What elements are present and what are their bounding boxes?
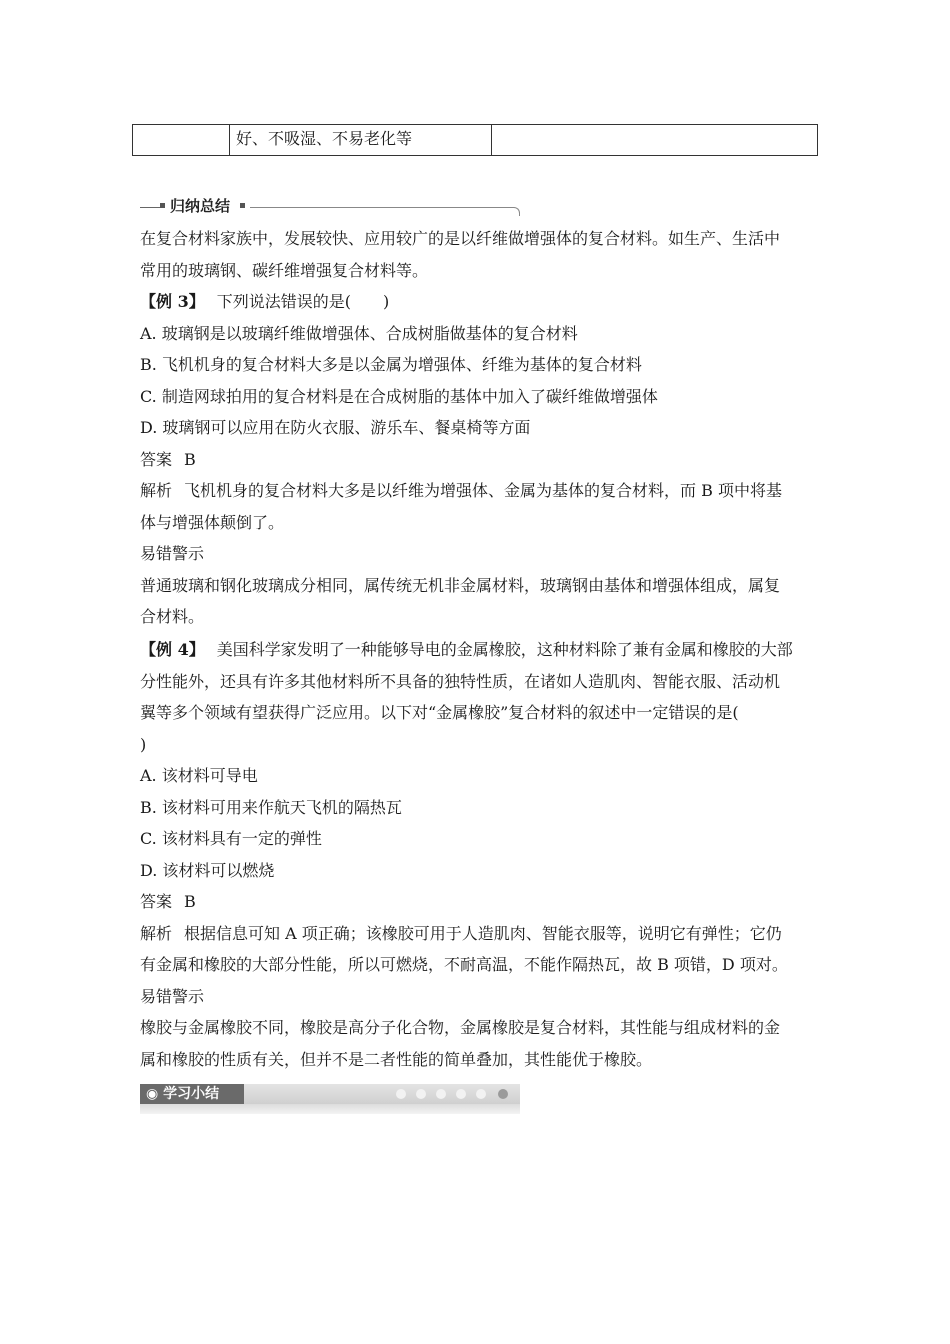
analysis-line [140,918,812,950]
answer-line [140,886,812,918]
question-line [140,634,812,666]
example-label: 【例 3】 [140,292,205,311]
divider [250,207,520,216]
question-text: 下列说法错误的是( ) [216,292,390,311]
answer-value: B [184,892,196,911]
square-bullet-icon [240,203,245,208]
option-b: B. 该材料可用来作航天飞机的隔热瓦 [140,797,402,817]
table-cell [492,125,817,155]
dot-icon [498,1089,508,1099]
warning-line: 合材料。 [140,607,205,626]
example-4 [140,634,812,1075]
summary-title: 归纳总结 [170,197,231,215]
question-line: 翼等多个领域有望获得广泛应用。以下对“金属橡胶”复合材料的叙述中一定错误的是( [140,703,739,722]
analysis-line: 体与增强体颠倒了。 [140,512,285,532]
question-text: 美国科学家发明了一种能够导电的金属橡胶，这种材料除了兼有金属和橡胶的大部 [216,640,793,659]
table-fragment [132,124,818,156]
question-line: ) [140,734,147,754]
analysis-label: 解析 [140,481,173,500]
dot-icon [476,1089,486,1099]
example-3 [140,286,812,633]
question-line: 分性能外，还具有许多其他材料所不具备的独特性质，在诸如人造肌肉、智能衣服、活动机 [140,671,781,691]
option-b: B. 飞机机身的复合材料大多是以金属为增强体、纤维为基体的复合材料 [140,355,642,374]
summary-header [140,196,520,218]
dot-icon [436,1089,446,1099]
warning-line: 橡胶与金属橡胶不同，橡胶是高分子化合物，金属橡胶是复合材料，其性能与组成材料的金 [140,1018,781,1037]
answer-value: B [184,449,196,469]
warning-title: 易错警示 [140,544,205,563]
analysis-text: 飞机机身的复合材料大多是以纤维为增强体、金属为基体的复合材料，而 B 项中将基 [184,481,782,500]
option-c: C. 制造网球拍用的复合材料是在合成树脂的基体中加入了碳纤维做增强体 [140,386,658,406]
analysis-line [140,475,812,507]
dot-icon [456,1089,466,1099]
study-summary-label: ◉ 学习小结 [140,1084,244,1104]
analysis-text: 根据信息可知 A 项正确；该橡胶可用于人造肌肉、智能衣服等，说明它有弹性；它仍 [184,923,782,943]
option-c: C. 该材料具有一定的弹性 [140,829,322,848]
warning-line: 普通玻璃和钢化玻璃成分相同，属传统无机非金属材料，玻璃钢由基体和增强体组成，属复 [140,575,781,595]
summary-text [140,223,812,286]
divider [140,207,160,208]
square-bullet-icon [160,203,165,208]
study-summary-banner [140,1084,520,1112]
option-d: D. 该材料可以燃烧 [140,860,275,880]
answer-line [140,444,812,476]
banner-shadow [140,1104,520,1114]
option-a: A. 玻璃钢是以玻璃纤维做增强体、合成树脂做基体的复合材料 [140,323,578,343]
example-label: 【例 4】 [140,640,205,659]
analysis-label: 解析 [140,923,173,943]
question-line [140,286,812,318]
table-cell [133,125,230,155]
answer-label: 答案 [140,449,173,469]
option-a: A. 该材料可导电 [140,766,258,785]
option-d: D. 玻璃钢可以应用在防火衣服、游乐车、餐桌椅等方面 [140,418,531,437]
paragraph-line: 常用的玻璃钢、碳纤维增强复合材料等。 [140,260,429,280]
table-cell: 好、不吸湿、不易老化等 [230,125,492,155]
warning-line: 属和橡胶的性质有关，但并不是二者性能的简单叠加，其性能优于橡胶。 [140,1049,653,1069]
analysis-line: 有金属和橡胶的大部分性能，所以可燃烧，不耐高温，不能作隔热瓦，故 B 项错，D 项对。 [140,955,788,974]
dot-icon [416,1089,426,1099]
answer-label: 答案 [140,892,173,911]
paragraph-line: 在复合材料家族中，发展较快、应用较广的是以纤维做增强体的复合材料。如生产、生活中 [140,229,781,248]
warning-title: 易错警示 [140,986,205,1006]
dot-icon [396,1089,406,1099]
